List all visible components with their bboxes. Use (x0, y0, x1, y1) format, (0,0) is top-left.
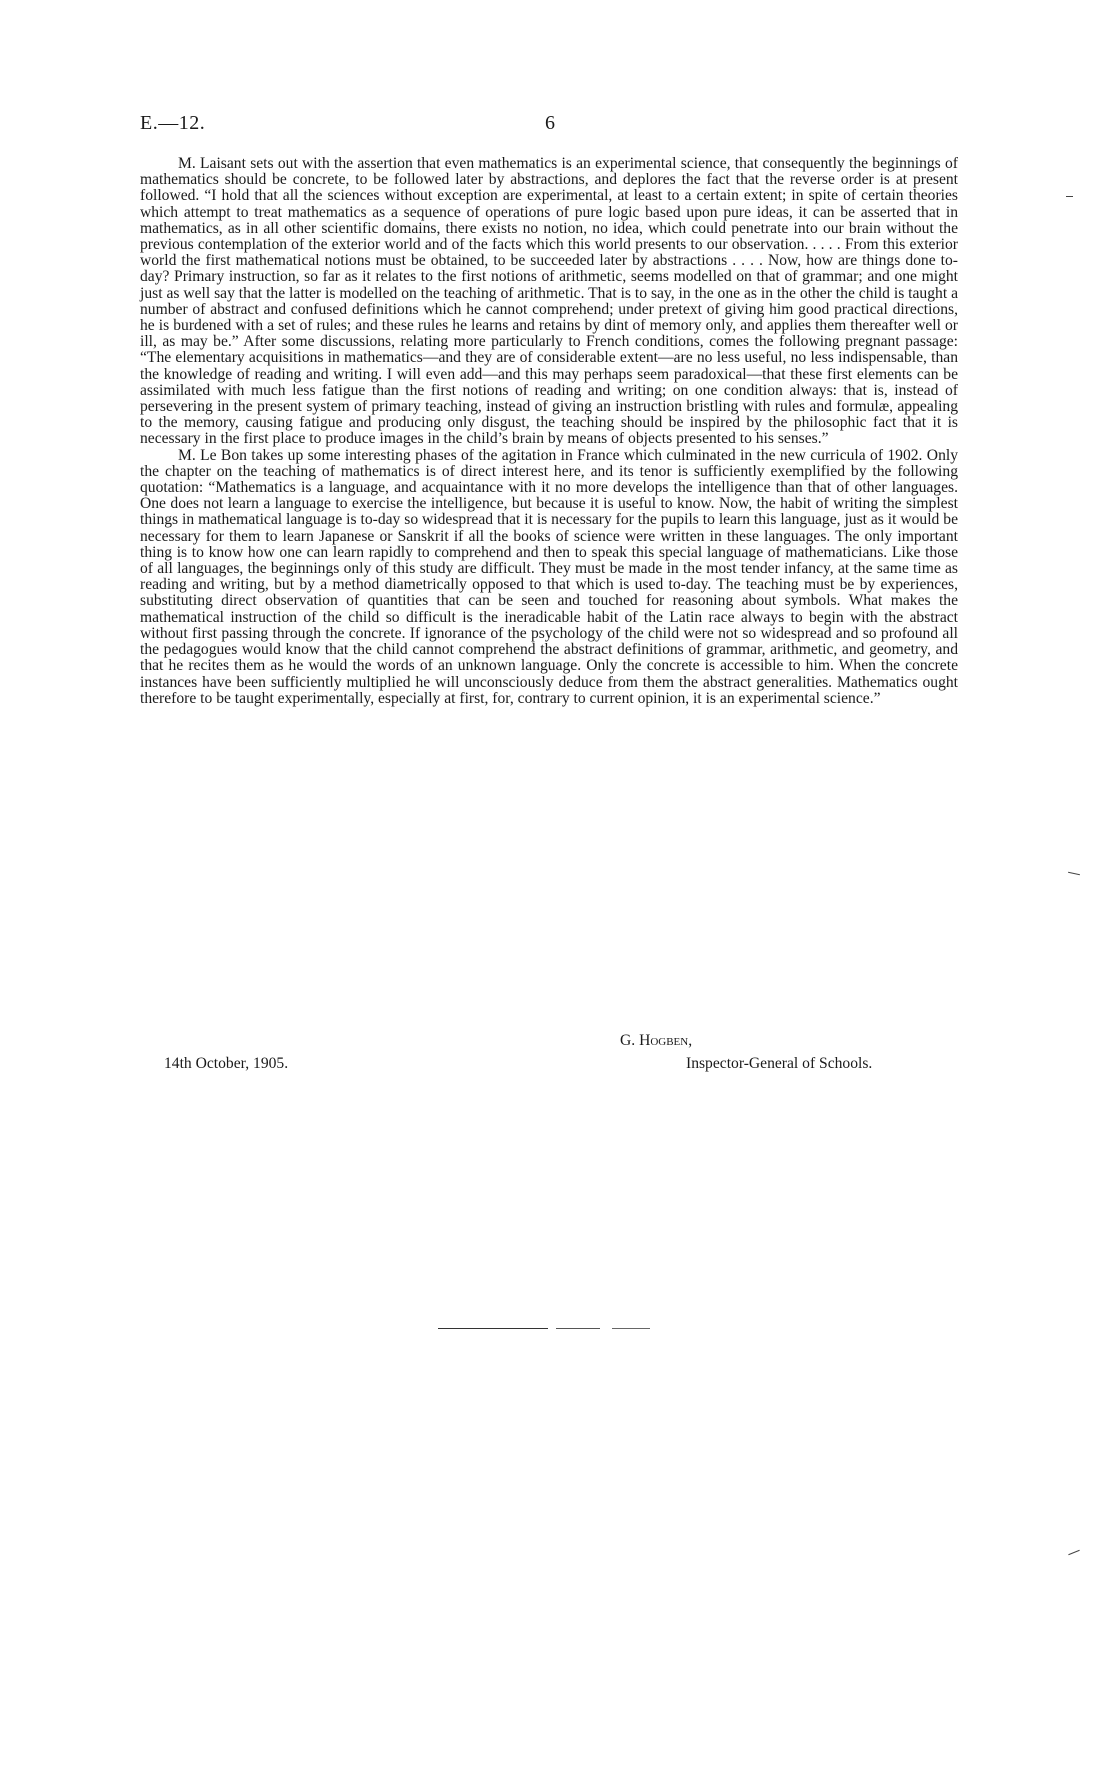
report-body (140, 156, 958, 707)
document-reference: E.—12. (140, 112, 206, 134)
end-rule (438, 1328, 548, 1329)
signatory-title: Inspector-General of Schools. (686, 1055, 873, 1072)
page-header (140, 112, 960, 142)
end-rule-segment (612, 1328, 650, 1329)
signature-block (140, 1032, 958, 1092)
signatory-surname: Hogben (639, 1032, 689, 1049)
page-number: 6 (545, 112, 555, 134)
margin-mark (1068, 872, 1080, 875)
signature-date: 14th October, 1905. (164, 1055, 289, 1072)
signatory-comma: , (688, 1032, 693, 1049)
signatory-initial: G. (620, 1032, 640, 1049)
paragraph-le-bon: M. Le Bon takes up some interesting phases of the agitation in France which culminated in the new curricula of 1902. Only the chapter on the teaching of mathematics is of direct interest here, and its tenor is sufficiently exemplified by the following quotation: “Mathematics is a language, and acquaintance with it no more develops the intelligence than that of other languages. One does not learn a language to exercise the intelligence, but because it is useful to know. Now, the habit of writing the simplest things in mathematical language is to-day so widespread that it is necessary for the pupils to learn this language, just as it would be necessary for them to learn Japanese or Sanskrit if all the books of science were written in these languages. The only important thing is to know how one can learn rapidly to comprehend and then to speak this special language of mathematicians. Like those of all languages, the beginnings only of this study are difficult. They must be made in the most tender infancy, at the same time as reading and writing, but by a method diametrically opposed to that which is used to-day. The teaching must be by experiences, substituting direct observation of quantities that can be seen and touched for reasoning about symbols. What makes the mathematical instruction of the child so difficult is the ineradicable habit of the Latin race always to begin with the abstract without first passing through the concrete. If ignorance of the psychology of the child were not so widespread and so profound all the pedagogues would know that the child cannot comprehend the abstract definitions of grammar, arithmetic, and geometry, and that he recites them as he would the words of an unknown language. Only the concrete is accessible to him. When the concrete instances have been sufficiently multiplied he will unconsciously deduce from them the abstract generalities. Mathematics ought therefore to be taught experimentally, especially at first, for, contrary to current opinion, it is an experimental science.” (140, 446, 958, 707)
margin-mark (1068, 1550, 1080, 1555)
paragraph-laisant: M. Laisant sets out with the assertion that even mathematics is an experimental science, that consequently the beginnings of mathematics should be concrete, to be followed later by abstractions, and deplores the fact that the reverse order is at present followed. “I hold that all the sciences without exception are experimental, at least to a certain extent; in spite of certain theories which attempt to treat mathematics as a sequence of operations of pure logic based upon pure ideas, it can be asserted that in mathematics, as in all other scientific domains, there exists no notion, no idea, which could penetrate into our brain without the previous contemplation of the exterior world and of the facts which this world presents to our observation. . . . . From this exterior world the first mathematical notions must be obtained, to be succeeded later by abstractions . . . . Now, how are things done to-day? Primary instruction, so far as it relates to the first notions of arithmetic, seems modelled on that of grammar; and one might just as well say that the latter is modelled on the teaching of arithmetic. That is to say, in the one as in the other the child is taught a number of abstract and confused definitions which he cannot comprehend; under pretext of giving him good practical directions, he is burdened with a set of rules; and these rules he learns and retains by dint of memory only, and applies them thereafter well or ill, as may be.” After some discussions, relating more particularly to French conditions, comes the following pregnant passage: “The elementary acquisitions in mathematics—and they are of considerable extent—are no less useful, no less indispensable, than the knowledge of reading and writing. I will even add—and this may perhaps seem paradoxical—that these first elements can be assimilated with much less fatigue than the first notions of reading and writing; on one condition always: that is, instead of persevering in the present system of primary teaching, instead of giving an instruction bristling with rules and formulæ, appealing to the memory, causing fatigue and producing only disgust, the teaching should be inspired by the philosophic fact that it is necessary in the first place to produce images in the child’s brain by means of objects presented to his senses.” (140, 155, 958, 448)
margin-mark (1066, 196, 1073, 197)
end-rule-segment (556, 1328, 600, 1329)
signatory-name (620, 1032, 692, 1050)
